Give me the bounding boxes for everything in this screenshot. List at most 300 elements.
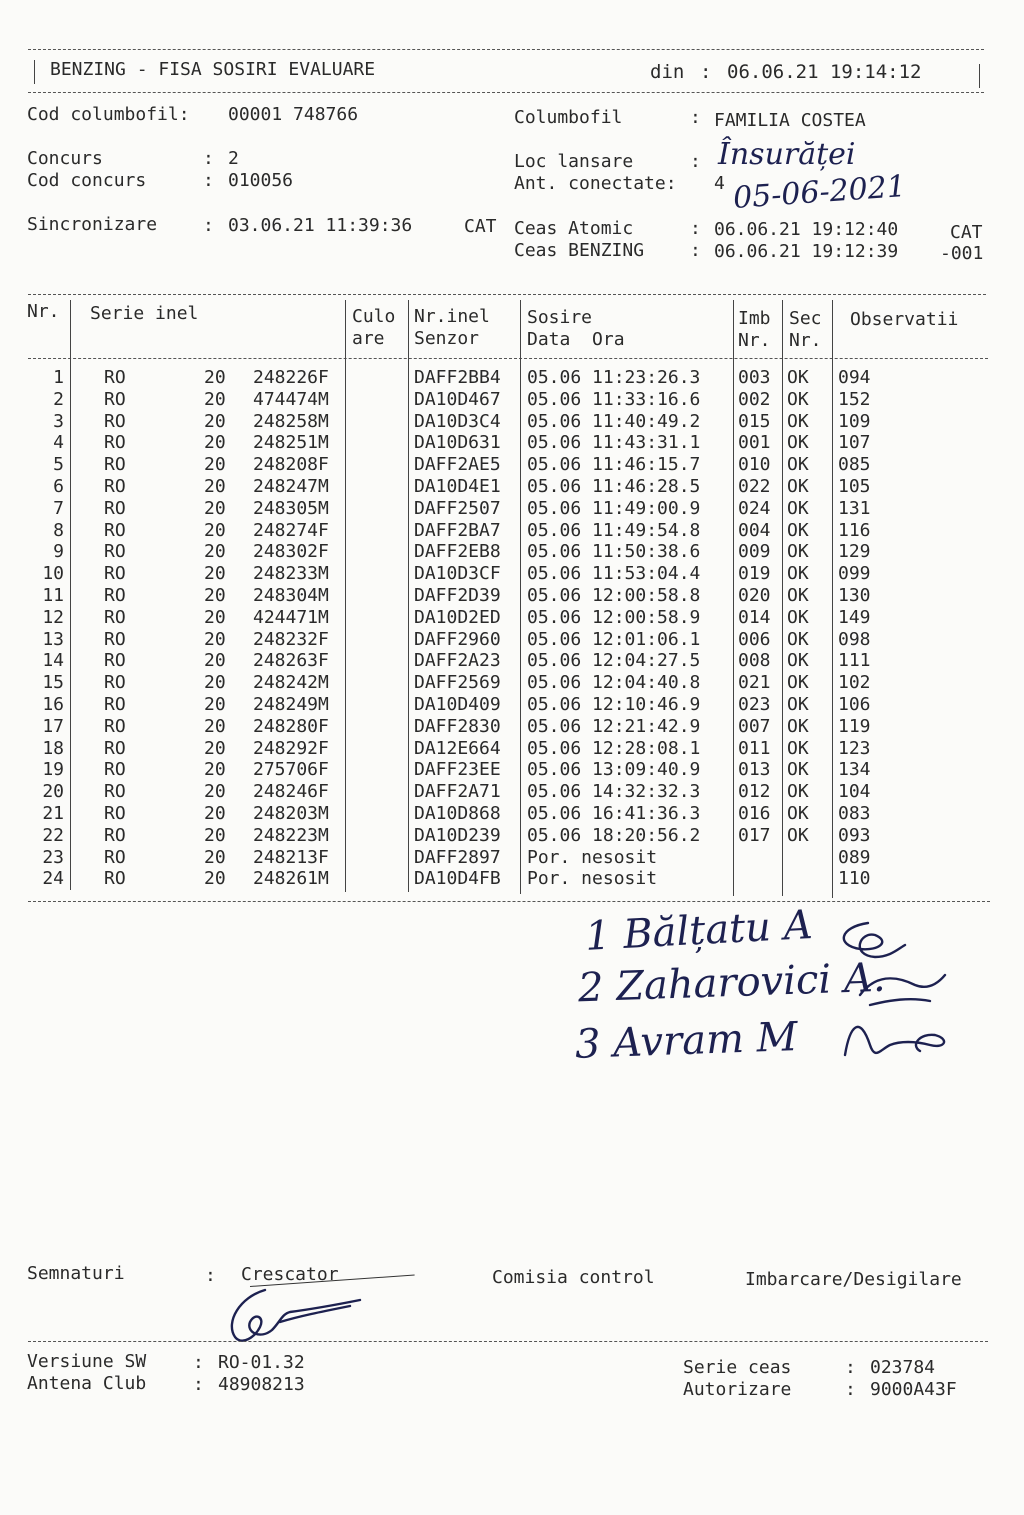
row-nr: 20 xyxy=(42,781,64,803)
row-sensor: DA10D467 xyxy=(414,388,501,410)
table-row xyxy=(0,367,1000,389)
row-country: RO xyxy=(104,672,126,694)
table-row xyxy=(0,672,1000,694)
row-arrival: 05.06 11:46:28.5 xyxy=(527,475,701,497)
row-year: 20 xyxy=(204,737,226,759)
row-arrival: 05.06 16:41:36.3 xyxy=(527,802,701,824)
row-arrival: 05.06 11:40:49.2 xyxy=(527,410,701,432)
row-ring: 248258M xyxy=(253,410,329,432)
row-nr: 17 xyxy=(42,715,64,737)
signature-boarding-label: Imbarcare/Desigilare xyxy=(745,1269,962,1290)
handwritten-note-3: 3 Avram M xyxy=(574,1014,799,1068)
row-sensor: DAFF2D39 xyxy=(414,584,501,606)
row-arrival: 05.06 11:50:38.6 xyxy=(527,541,701,563)
row-nr: 11 xyxy=(42,584,64,606)
sync-colon: : xyxy=(203,215,214,236)
signature-commission-label: Comisia control xyxy=(492,1267,655,1288)
row-year: 20 xyxy=(204,454,226,476)
row-country: RO xyxy=(104,454,126,476)
row-sensor: DAFF2AE5 xyxy=(414,454,501,476)
row-obs: 110 xyxy=(838,868,871,890)
row-nr: 5 xyxy=(53,454,64,476)
row-imb: 003 xyxy=(738,367,771,388)
row-imb: 022 xyxy=(738,475,771,497)
row-nr: 13 xyxy=(42,628,64,650)
table-header-rule xyxy=(28,358,988,359)
row-sec: OK xyxy=(787,563,809,585)
row-year: 20 xyxy=(204,781,226,803)
arrivals-table-body xyxy=(0,367,1000,890)
row-country: RO xyxy=(104,367,126,388)
row-obs: 130 xyxy=(838,584,871,606)
row-sensor: DAFF2BB4 xyxy=(414,367,501,388)
table-row xyxy=(0,411,1000,433)
row-ring: 474474M xyxy=(253,388,329,410)
row-nr: 15 xyxy=(42,672,64,694)
col-header-imb-1: Imb xyxy=(738,308,771,329)
antennas-label: Ant. conectate: xyxy=(514,173,677,194)
row-ring: 248226F xyxy=(253,367,329,388)
row-sensor: DAFF2BA7 xyxy=(414,519,501,541)
row-arrival: 05.06 14:32:32.3 xyxy=(527,781,701,803)
print-date-label: din xyxy=(650,61,685,83)
row-sec: OK xyxy=(787,802,809,824)
clock-serial-label: Serie ceas xyxy=(683,1357,792,1378)
row-sensor: DA10D4E1 xyxy=(414,475,501,497)
row-sec: OK xyxy=(787,606,809,628)
row-sec: OK xyxy=(787,715,809,737)
row-sensor: DAFF2A23 xyxy=(414,650,501,672)
row-arrival: 05.06 11:23:26.3 xyxy=(527,367,701,388)
row-year: 20 xyxy=(204,541,226,563)
row-nr: 12 xyxy=(42,606,64,628)
header-top-rule xyxy=(28,49,984,50)
row-country: RO xyxy=(104,650,126,672)
row-sensor: DA10D2ED xyxy=(414,606,501,628)
release-handwritten: Însurăței xyxy=(718,137,856,172)
table-row xyxy=(0,759,1000,781)
race-code-value: 010056 xyxy=(228,170,294,191)
row-obs: 102 xyxy=(838,672,871,694)
table-row xyxy=(0,454,1000,476)
row-country: RO xyxy=(104,759,126,781)
row-ring: 248223M xyxy=(253,824,329,846)
row-obs: 104 xyxy=(838,781,871,803)
row-sec: OK xyxy=(787,475,809,497)
row-nr: 14 xyxy=(42,650,64,672)
row-sec: OK xyxy=(787,367,809,388)
row-nr: 23 xyxy=(42,846,64,868)
row-sec: OK xyxy=(787,584,809,606)
row-country: RO xyxy=(104,410,126,432)
row-country: RO xyxy=(104,388,126,410)
race-code-colon: : xyxy=(203,170,214,191)
row-ring: 248232F xyxy=(253,628,329,650)
row-country: RO xyxy=(104,541,126,563)
footer-rule xyxy=(28,1341,988,1342)
row-arrival: 05.06 11:49:00.9 xyxy=(527,497,701,519)
row-imb: 004 xyxy=(738,519,771,541)
col-header-ring: Serie inel xyxy=(90,303,199,324)
header-right-border xyxy=(979,64,980,88)
row-imb: 023 xyxy=(738,693,771,715)
row-nr: 21 xyxy=(42,802,64,824)
row-ring: 248233M xyxy=(253,563,329,585)
row-nr: 8 xyxy=(53,519,64,541)
row-nr: 16 xyxy=(42,693,64,715)
row-nr: 24 xyxy=(42,868,64,890)
row-country: RO xyxy=(104,693,126,715)
row-nr: 19 xyxy=(42,759,64,781)
col-header-color-2: are xyxy=(352,328,385,349)
row-arrival: Por. nesosit xyxy=(527,846,658,868)
row-sensor: DAFF2507 xyxy=(414,497,501,519)
row-sensor: DAFF2960 xyxy=(414,628,501,650)
row-year: 20 xyxy=(204,388,226,410)
club-antenna-value: 48908213 xyxy=(218,1374,305,1395)
benzing-colon: : xyxy=(690,240,701,261)
row-arrival: 05.06 13:09:40.9 xyxy=(527,759,701,781)
table-row xyxy=(0,694,1000,716)
row-imb: 015 xyxy=(738,410,771,432)
row-sec: OK xyxy=(787,454,809,476)
row-ring: 424471M xyxy=(253,606,329,628)
clock-serial-value: 023784 xyxy=(870,1357,936,1378)
benzing-value: 06.06.21 19:12:39 xyxy=(714,241,899,262)
row-sec: OK xyxy=(787,650,809,672)
row-obs: 105 xyxy=(838,475,871,497)
fancier-code-label: Cod columbofil: xyxy=(27,104,190,125)
row-year: 20 xyxy=(204,497,226,519)
row-sensor: DA10D409 xyxy=(414,693,501,715)
row-obs: 119 xyxy=(838,715,871,737)
row-imb: 010 xyxy=(738,454,771,476)
row-sec: OK xyxy=(787,628,809,650)
row-arrival: 05.06 12:04:40.8 xyxy=(527,672,701,694)
row-obs: 098 xyxy=(838,628,871,650)
row-sensor: DAFF2EB8 xyxy=(414,541,501,563)
row-obs: 085 xyxy=(838,454,871,476)
table-row xyxy=(0,650,1000,672)
row-sensor: DAFF2897 xyxy=(414,846,501,868)
row-year: 20 xyxy=(204,802,226,824)
row-year: 20 xyxy=(204,693,226,715)
table-row xyxy=(0,541,1000,563)
atomic-colon: : xyxy=(690,218,701,239)
row-imb: 024 xyxy=(738,497,771,519)
signatures-colon: : xyxy=(205,1265,216,1286)
row-year: 20 xyxy=(204,367,226,388)
sw-version-label: Versiune SW xyxy=(27,1351,147,1372)
table-row xyxy=(0,738,1000,760)
row-imb: 009 xyxy=(738,541,771,563)
row-country: RO xyxy=(104,802,126,824)
row-obs: 083 xyxy=(838,802,871,824)
row-year: 20 xyxy=(204,824,226,846)
benzing-diff: -001 xyxy=(940,243,984,264)
row-year: 20 xyxy=(204,410,226,432)
table-row xyxy=(0,607,1000,629)
row-ring: 248213F xyxy=(253,846,329,868)
row-ring: 248304M xyxy=(253,584,329,606)
row-country: RO xyxy=(104,737,126,759)
col-header-arrival-1: Sosire xyxy=(527,307,593,328)
benzing-label: Ceas BENZING xyxy=(514,240,645,261)
row-nr: 10 xyxy=(42,563,64,585)
col-header-sensor-1: Nr.inel xyxy=(414,306,490,327)
row-year: 20 xyxy=(204,628,226,650)
row-country: RO xyxy=(104,584,126,606)
release-label: Loc lansare xyxy=(514,151,634,172)
row-imb: 001 xyxy=(738,432,771,454)
row-obs: 116 xyxy=(838,519,871,541)
row-ring: 248292F xyxy=(253,737,329,759)
col-header-obs: Observatii xyxy=(850,309,959,330)
row-arrival: 05.06 12:21:42.9 xyxy=(527,715,701,737)
row-obs: 131 xyxy=(838,497,871,519)
row-country: RO xyxy=(104,824,126,846)
row-year: 20 xyxy=(204,868,226,890)
row-arrival: 05.06 11:49:54.8 xyxy=(527,519,701,541)
row-imb: 007 xyxy=(738,715,771,737)
row-ring: 248261M xyxy=(253,868,329,890)
row-country: RO xyxy=(104,846,126,868)
row-imb: 021 xyxy=(738,672,771,694)
row-sensor: DAFF2569 xyxy=(414,672,501,694)
table-row xyxy=(0,476,1000,498)
row-imb: 006 xyxy=(738,628,771,650)
row-sec: OK xyxy=(787,759,809,781)
row-ring: 248242M xyxy=(253,672,329,694)
race-label: Concurs xyxy=(27,148,103,169)
row-sec: OK xyxy=(787,541,809,563)
row-obs: 106 xyxy=(838,693,871,715)
table-row xyxy=(0,803,1000,825)
row-arrival: 05.06 18:20:56.2 xyxy=(527,824,701,846)
sync-tz: CAT xyxy=(464,216,497,237)
table-row xyxy=(0,585,1000,607)
row-year: 20 xyxy=(204,584,226,606)
row-ring: 248251M xyxy=(253,432,329,454)
release-colon: : xyxy=(690,151,701,172)
table-row xyxy=(0,389,1000,411)
row-year: 20 xyxy=(204,475,226,497)
header-left-border xyxy=(34,60,35,84)
row-obs: 093 xyxy=(838,824,871,846)
table-row xyxy=(0,847,1000,869)
atomic-label: Ceas Atomic xyxy=(514,218,634,239)
table-top-rule xyxy=(28,294,986,295)
row-country: RO xyxy=(104,563,126,585)
row-sensor: DA10D868 xyxy=(414,802,501,824)
sync-value: 03.06.21 11:39:36 xyxy=(228,215,413,236)
fancier-colon: : xyxy=(690,107,701,128)
table-row xyxy=(0,825,1000,847)
row-sec: OK xyxy=(787,824,809,846)
row-country: RO xyxy=(104,497,126,519)
row-ring: 248302F xyxy=(253,541,329,563)
row-imb: 012 xyxy=(738,781,771,803)
row-country: RO xyxy=(104,432,126,454)
table-row xyxy=(0,781,1000,803)
col-header-sec-1: Sec xyxy=(789,308,822,329)
row-obs: 152 xyxy=(838,388,871,410)
row-nr: 6 xyxy=(53,475,64,497)
row-ring: 275706F xyxy=(253,759,329,781)
row-obs: 109 xyxy=(838,410,871,432)
row-ring: 248208F xyxy=(253,454,329,476)
table-row xyxy=(0,432,1000,454)
row-nr: 2 xyxy=(53,388,64,410)
row-ring: 248249M xyxy=(253,693,329,715)
row-arrival: 05.06 11:53:04.4 xyxy=(527,563,701,585)
signatures-label: Semnaturi xyxy=(27,1263,125,1284)
authorization-label: Autorizare xyxy=(683,1379,792,1400)
row-nr: 4 xyxy=(53,432,64,454)
table-row xyxy=(0,498,1000,520)
row-country: RO xyxy=(104,519,126,541)
row-nr: 3 xyxy=(53,410,64,432)
row-year: 20 xyxy=(204,606,226,628)
header-bottom-rule xyxy=(28,92,984,93)
row-sec: OK xyxy=(787,388,809,410)
sw-version-colon: : xyxy=(193,1352,204,1373)
row-ring: 248246F xyxy=(253,781,329,803)
fancier-name: FAMILIA COSTEA xyxy=(714,110,866,131)
table-row xyxy=(0,629,1000,651)
row-country: RO xyxy=(104,606,126,628)
table-row xyxy=(0,520,1000,542)
table-row xyxy=(0,868,1000,890)
row-imb: 011 xyxy=(738,737,771,759)
antennas-value: 4 xyxy=(714,173,725,194)
row-year: 20 xyxy=(204,519,226,541)
row-sec: OK xyxy=(787,497,809,519)
row-ring: 248247M xyxy=(253,475,329,497)
row-imb: 008 xyxy=(738,650,771,672)
row-obs: 089 xyxy=(838,846,871,868)
row-country: RO xyxy=(104,781,126,803)
row-arrival: 05.06 11:33:16.6 xyxy=(527,388,701,410)
row-ring: 248274F xyxy=(253,519,329,541)
row-arrival: 05.06 11:43:31.1 xyxy=(527,432,701,454)
row-country: RO xyxy=(104,628,126,650)
row-sensor: DA10D3C4 xyxy=(414,410,501,432)
atomic-value: 06.06.21 19:12:40 xyxy=(714,219,899,240)
fancier-code-value: 00001 748766 xyxy=(228,104,359,125)
row-country: RO xyxy=(104,715,126,737)
row-year: 20 xyxy=(204,650,226,672)
row-ring: 248280F xyxy=(253,715,329,737)
col-header-imb-2: Nr. xyxy=(738,330,771,351)
row-year: 20 xyxy=(204,672,226,694)
row-sensor: DA10D631 xyxy=(414,432,501,454)
row-sensor: DAFF2830 xyxy=(414,715,501,737)
row-obs: 123 xyxy=(838,737,871,759)
row-sensor: DA12E664 xyxy=(414,737,501,759)
row-obs: 094 xyxy=(838,367,871,388)
row-obs: 129 xyxy=(838,541,871,563)
row-obs: 099 xyxy=(838,563,871,585)
row-ring: 248203M xyxy=(253,802,329,824)
fancier-label: Columbofil xyxy=(514,107,623,128)
row-ring: 248263F xyxy=(253,650,329,672)
row-sensor: DA10D3CF xyxy=(414,563,501,585)
row-sensor: DA10D239 xyxy=(414,824,501,846)
col-header-color-1: Culo xyxy=(352,306,396,327)
row-sec: OK xyxy=(787,737,809,759)
row-arrival: 05.06 11:46:15.7 xyxy=(527,454,701,476)
row-year: 20 xyxy=(204,563,226,585)
authorization-colon: : xyxy=(845,1379,856,1400)
row-obs: 149 xyxy=(838,606,871,628)
row-sec: OK xyxy=(787,432,809,454)
row-imb: 002 xyxy=(738,388,771,410)
row-year: 20 xyxy=(204,759,226,781)
row-arrival: 05.06 12:00:58.8 xyxy=(527,584,701,606)
row-sec: OK xyxy=(787,519,809,541)
row-year: 20 xyxy=(204,432,226,454)
clock-serial-colon: : xyxy=(845,1357,856,1378)
table-row xyxy=(0,716,1000,738)
row-obs: 107 xyxy=(838,432,871,454)
race-code-label: Cod concurs xyxy=(27,170,147,191)
row-arrival: 05.06 12:01:06.1 xyxy=(527,628,701,650)
row-sensor: DAFF2A71 xyxy=(414,781,501,803)
col-header-arrival-2: Data Ora xyxy=(527,329,625,350)
row-year: 20 xyxy=(204,846,226,868)
row-arrival: Por. nesosit xyxy=(527,868,658,890)
row-nr: 1 xyxy=(53,367,64,388)
col-header-sensor-2: Senzor xyxy=(414,328,480,349)
row-arrival: 05.06 12:00:58.9 xyxy=(527,606,701,628)
row-arrival: 05.06 12:28:08.1 xyxy=(527,737,701,759)
row-imb: 017 xyxy=(738,824,771,846)
row-imb: 020 xyxy=(738,584,771,606)
table-bottom-rule xyxy=(28,901,990,902)
row-sec: OK xyxy=(787,672,809,694)
row-obs: 111 xyxy=(838,650,871,672)
row-sec: OK xyxy=(787,781,809,803)
table-row xyxy=(0,563,1000,585)
race-value: 2 xyxy=(228,148,239,169)
col-header-nr: Nr. xyxy=(27,301,60,322)
sync-label: Sincronizare xyxy=(27,214,158,235)
club-antenna-label: Antena Club xyxy=(27,1373,147,1394)
row-sensor: DAFF23EE xyxy=(414,759,501,781)
row-nr: 7 xyxy=(53,497,64,519)
row-country: RO xyxy=(104,475,126,497)
row-sec: OK xyxy=(787,410,809,432)
row-country: RO xyxy=(104,868,126,890)
row-nr: 9 xyxy=(53,541,64,563)
print-date-colon: : xyxy=(700,61,712,83)
row-ring: 248305M xyxy=(253,497,329,519)
row-sensor: DA10D4FB xyxy=(414,868,501,890)
row-arrival: 05.06 12:04:27.5 xyxy=(527,650,701,672)
row-imb: 013 xyxy=(738,759,771,781)
race-colon: : xyxy=(203,148,214,169)
row-imb: 016 xyxy=(738,802,771,824)
col-header-sec-2: Nr. xyxy=(789,330,822,351)
handwritten-note-2: 2 Zaharovici A. xyxy=(577,954,887,1012)
row-sec: OK xyxy=(787,693,809,715)
handwritten-note-1: 1 Bălțatu A xyxy=(583,902,814,960)
row-imb: 014 xyxy=(738,606,771,628)
atomic-tz: CAT xyxy=(950,222,983,243)
print-date-value: 06.06.21 19:14:12 xyxy=(727,61,922,83)
authorization-value: 9000A43F xyxy=(870,1379,957,1400)
